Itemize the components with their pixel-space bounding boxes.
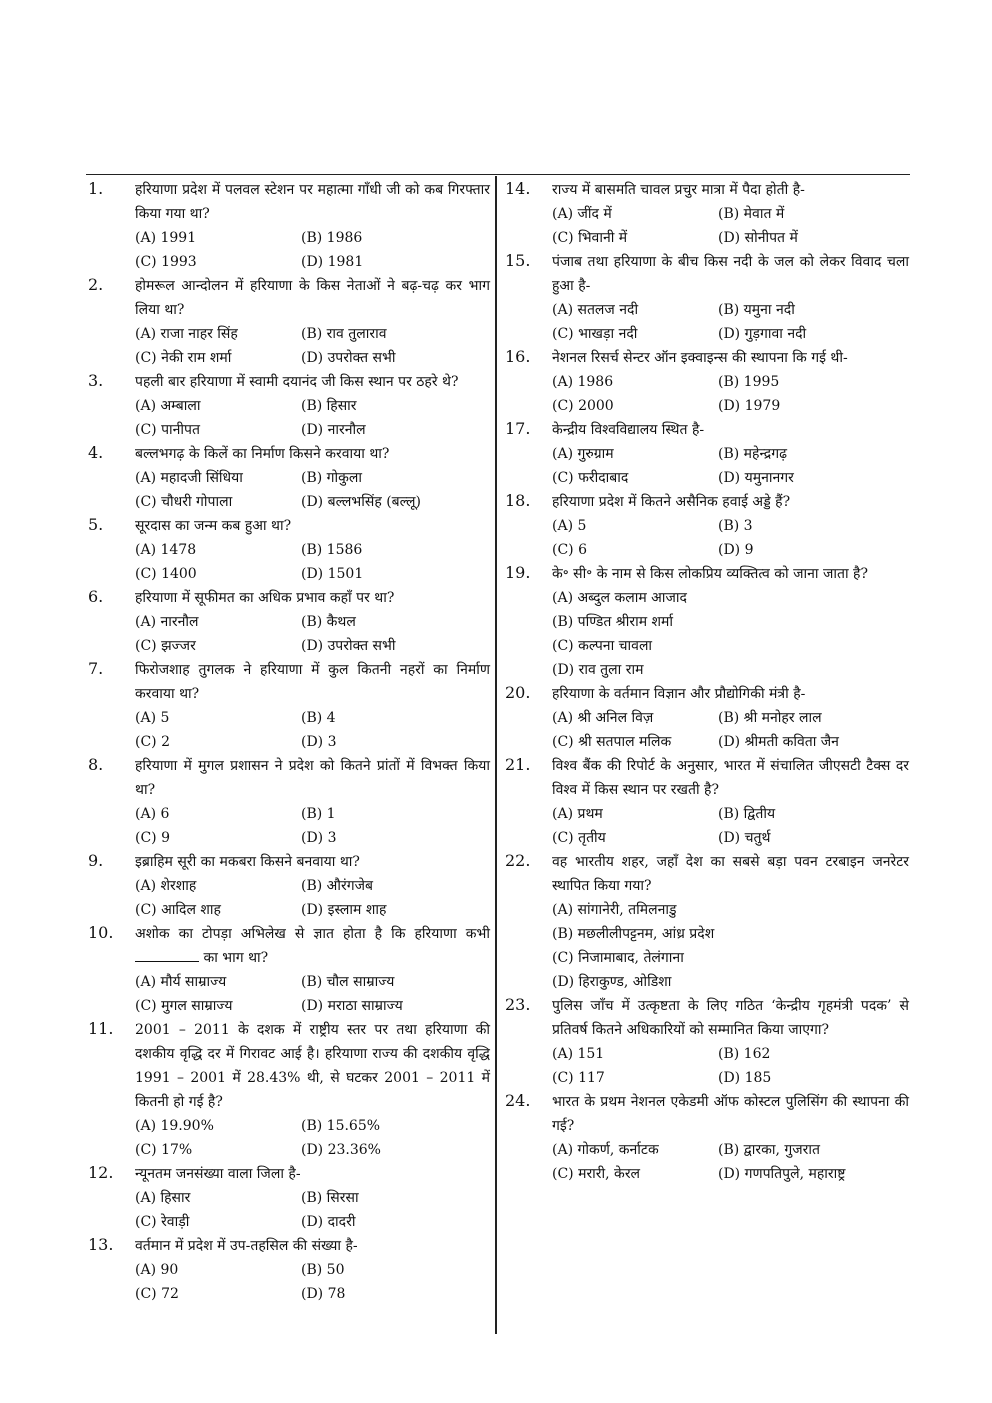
option-d[interactable]: (D) इस्लाम शाह xyxy=(301,902,387,918)
option-c[interactable]: (C) झज्जर xyxy=(135,638,196,654)
options xyxy=(552,586,909,682)
options xyxy=(552,370,909,418)
question-text: इब्राहिम सूरी का मकबरा किसने बनवाया था? xyxy=(135,854,360,870)
question-text: हरियाणा प्रदेश में पलवल स्टेशन पर महात्मा गाँधी जी को कब गिरफ्तार किया गया था? xyxy=(135,182,490,222)
question-text: हरियाणा प्रदेश में कितने असैनिक हवाई अड्डे हैं? xyxy=(552,494,791,510)
question-number: 2. xyxy=(88,275,104,294)
option-b[interactable]: (B) 4 xyxy=(301,710,336,726)
option-a[interactable]: (A) महादजी सिंधिया xyxy=(135,470,243,486)
option-a[interactable]: (A) अम्बाला xyxy=(135,398,201,414)
question-24 xyxy=(505,1090,909,1186)
option-a[interactable]: (A) 5 xyxy=(135,710,170,726)
option-c[interactable]: (C) 72 xyxy=(135,1286,179,1302)
option-a[interactable]: (A) श्री अनिल विज़ xyxy=(552,710,654,726)
question-text: होमरूल आन्दोलन में हरियाणा के किस नेताओं ने बढ़-चढ़ कर भाग लिया था? xyxy=(135,278,490,318)
option-c[interactable]: (C) श्री सतपाल मलिक xyxy=(552,734,672,750)
question-text-start: अशोक का टोपड़ा अभिलेख से ज्ञात होता है कि हरियाणा कभी xyxy=(135,926,490,942)
question-text: पहली बार हरियाणा में स्वामी दयानंद जी किस स्थान पर ठहरे थे? xyxy=(135,374,459,390)
question-text: बल्लभगढ़ के किलें का निर्माण किसने करवाया था? xyxy=(135,446,390,462)
option-d[interactable]: (D) सोनीपत में xyxy=(718,230,798,246)
option-c[interactable]: (C) तृतीय xyxy=(552,830,606,846)
option-c[interactable]: (C) रेवाड़ी xyxy=(135,1214,190,1230)
option-a[interactable]: (A) गुरुग्राम xyxy=(552,446,614,462)
options xyxy=(135,1186,490,1234)
option-a[interactable]: (A) शेरशाह xyxy=(135,878,197,894)
question-text: नेशनल रिसर्च सेन्टर ऑन इक्वाइन्स की स्थापना कि गई थी- xyxy=(552,350,848,366)
options xyxy=(552,1138,909,1186)
option-b[interactable]: (B) महेन्द्रगढ़ xyxy=(718,446,787,462)
option-c[interactable]: (C) 9 xyxy=(135,830,170,846)
question-2 xyxy=(88,274,490,370)
question-number: 19. xyxy=(505,563,531,582)
options xyxy=(135,1258,490,1306)
question-number: 13. xyxy=(88,1235,114,1254)
option-c[interactable]: (C) आदिल शाह xyxy=(135,902,221,918)
option-d[interactable]: (D) यमुनानगर xyxy=(718,470,794,486)
options xyxy=(135,874,490,922)
option-a[interactable]: (A) 19.90% xyxy=(135,1118,214,1134)
option-d[interactable]: (D) गणपतिपुले, महाराष्ट्र xyxy=(718,1166,846,1182)
question-6 xyxy=(88,586,490,658)
question-text xyxy=(135,922,490,970)
question-number: 21. xyxy=(505,755,531,774)
question-number: 7. xyxy=(88,659,104,678)
options xyxy=(135,394,490,442)
question-number: 18. xyxy=(505,491,531,510)
option-b[interactable]: (B) द्वारका, गुजरात xyxy=(718,1142,820,1158)
option-b[interactable]: (B) हिसार xyxy=(301,398,357,414)
question-number: 9. xyxy=(88,851,104,870)
option-b[interactable]: (B) औरंगजेब xyxy=(301,878,373,894)
question-text: विश्व बैंक की रिपोर्ट के अनुसार, भारत में संचालित जीएसटी टैक्स दर विश्व में किस स्थान पर रखती है? xyxy=(552,758,909,798)
option-c[interactable]: (C) मुगल साम्राज्य xyxy=(135,998,233,1014)
question-text-end: का भाग था? xyxy=(203,950,269,966)
question-text: वर्तमान में प्रदेश में उप-तहसिल की संख्या है- xyxy=(135,1238,358,1254)
option-b[interactable]: (B) गोकुला xyxy=(301,470,363,486)
options xyxy=(552,202,909,250)
question-text: पंजाब तथा हरियाणा के बीच किस नदी के जल को लेकर विवाद चला हुआ है- xyxy=(552,254,909,294)
question-17 xyxy=(505,418,909,490)
option-b[interactable]: (B) यमुना नदी xyxy=(718,302,795,318)
option-a[interactable]: (A) 5 xyxy=(552,518,587,534)
question-15 xyxy=(505,250,909,346)
question-number: 15. xyxy=(505,251,531,270)
option-b[interactable]: (B) 50 xyxy=(301,1262,345,1278)
option-a[interactable]: (A) 1478 xyxy=(135,542,197,558)
question-4 xyxy=(88,442,490,514)
option-b[interactable]: (B) 1586 xyxy=(301,542,363,558)
option-c[interactable]: (C) 1400 xyxy=(135,566,197,582)
question-number: 24. xyxy=(505,1091,531,1110)
option-c[interactable]: (C) नेकी राम शर्मा xyxy=(135,350,232,366)
top-rule xyxy=(86,174,910,175)
question-number: 5. xyxy=(88,515,104,534)
options xyxy=(135,226,490,274)
option-b[interactable]: (B) सिरसा xyxy=(301,1190,359,1206)
question-text: राज्य में बासमति चावल प्रचुर मात्रा में पैदा होती है- xyxy=(552,182,805,198)
option-a[interactable]: (A) राजा नाहर सिंह xyxy=(135,326,238,342)
option-c[interactable]: (C) 2000 xyxy=(552,398,614,414)
option-b[interactable]: (B) चौल साम्राज्य xyxy=(301,974,395,990)
option-a[interactable]: (A) नारनौल xyxy=(135,614,199,630)
option-c[interactable]: (C) फरीदाबाद xyxy=(552,470,629,486)
option-a[interactable]: (A) 90 xyxy=(135,1262,179,1278)
option-c[interactable]: (C) कल्पना चावला xyxy=(552,638,653,654)
question-21 xyxy=(505,754,909,850)
option-b[interactable]: (B) 162 xyxy=(718,1046,771,1062)
option-b[interactable]: (B) 1995 xyxy=(718,374,780,390)
question-text: केन्द्रीय विश्वविद्यालय स्थित है- xyxy=(552,422,705,438)
question-number: 11. xyxy=(88,1019,114,1038)
option-a[interactable]: (A) हिसार xyxy=(135,1190,191,1206)
question-13 xyxy=(88,1234,490,1306)
question-text: वह भारतीय शहर, जहाँ देश का सबसे बड़ा पवन टरबाइन जनरेटर स्थापित किया गया? xyxy=(552,854,909,894)
question-18 xyxy=(505,490,909,562)
option-a[interactable]: (A) जींद में xyxy=(552,206,612,222)
options xyxy=(135,970,490,1018)
question-number: 6. xyxy=(88,587,104,606)
question-7 xyxy=(88,658,490,754)
question-10 xyxy=(88,922,490,1018)
option-a[interactable]: (A) मौर्य साम्राज्य xyxy=(135,974,227,990)
option-d[interactable]: (D) गुड़गावा नदी xyxy=(718,326,807,342)
question-number: 20. xyxy=(505,683,531,702)
options xyxy=(135,1114,490,1162)
option-a[interactable]: (A) 1991 xyxy=(135,230,197,246)
option-c[interactable]: (C) निजामाबाद, तेलंगाना xyxy=(552,950,684,966)
question-23 xyxy=(505,994,909,1090)
question-14 xyxy=(505,178,909,250)
option-d[interactable]: (D) उपरोक्त सभी xyxy=(301,638,396,654)
option-b[interactable]: (B) मछलीलीपट्टनम, आंध्र प्रदेश xyxy=(552,926,715,942)
question-text: फिरोजशाह तुगलक ने हरियाणा में कुल कितनी नहरों का निर्माण करवाया था? xyxy=(135,662,490,702)
question-text: भारत के प्रथम नेशनल एकेडमी ऑफ कोस्टल पुलिसिंग की स्थापना की गई? xyxy=(552,1094,909,1134)
option-d[interactable]: (D) 1501 xyxy=(301,566,364,582)
question-text: न्यूनतम जनसंख्या वाला जिला है- xyxy=(135,1166,301,1182)
option-d[interactable]: (D) 3 xyxy=(301,830,337,846)
question-number: 8. xyxy=(88,755,104,774)
question-text: 2001 – 2011 के दशक में राष्ट्रीय स्तर पर तथा हरियाणा की दशकीय वृद्धि दर में गिरावट आई है। हरियाणा राज्य की दशकीय वृद्धि 1991 – 2001 में 28.43% थी, से घटकर 2001 – 2011 में कितनी हो गई है? xyxy=(135,1022,490,1110)
option-b[interactable]: (B) कैथल xyxy=(301,614,356,630)
option-d[interactable]: (D) हिराकुण्ड, ओडिशा xyxy=(552,974,672,990)
options xyxy=(552,706,909,754)
question-3 xyxy=(88,370,490,442)
options xyxy=(552,1042,909,1090)
question-20 xyxy=(505,682,909,754)
options xyxy=(135,802,490,850)
option-c[interactable]: (C) भिवानी में xyxy=(552,230,628,246)
question-number: 1. xyxy=(88,179,104,198)
question-11 xyxy=(88,1018,490,1162)
question-text: हरियाणा के वर्तमान विज्ञान और प्रौद्योगिकी मंत्री है- xyxy=(552,686,806,702)
right-column xyxy=(505,178,909,1186)
option-a[interactable]: (A) 1986 xyxy=(552,374,614,390)
option-b[interactable]: (B) 1986 xyxy=(301,230,363,246)
question-text: के॰ सी॰ के नाम से किस लोकप्रिय व्यक्तित्व को जाना जाता है? xyxy=(552,566,868,582)
option-b[interactable]: (B) मेवात में xyxy=(718,206,785,222)
option-b[interactable]: (B) 3 xyxy=(718,518,753,534)
options xyxy=(135,538,490,586)
option-a[interactable]: (A) अब्दुल कलाम आजाद xyxy=(552,590,687,606)
question-5 xyxy=(88,514,490,586)
option-c[interactable]: (C) मरारी, केरल xyxy=(552,1166,641,1182)
left-column xyxy=(88,178,490,1306)
option-b[interactable]: (B) 1 xyxy=(301,806,336,822)
option-d[interactable]: (D) 185 xyxy=(718,1070,772,1086)
option-a[interactable]: (A) प्रथम xyxy=(552,806,603,822)
column-divider xyxy=(495,176,497,1334)
options xyxy=(135,322,490,370)
option-a[interactable]: (A) सतलज नदी xyxy=(552,302,639,318)
option-d[interactable]: (D) उपरोक्त सभी xyxy=(301,350,396,366)
question-number: 17. xyxy=(505,419,531,438)
options xyxy=(135,706,490,754)
option-c[interactable]: (C) 2 xyxy=(135,734,170,750)
option-d[interactable]: (D) चतुर्थ xyxy=(718,830,771,846)
option-b[interactable]: (B) राव तुलाराव xyxy=(301,326,387,342)
question-number: 14. xyxy=(505,179,531,198)
question-number: 16. xyxy=(505,347,531,366)
question-text: पुलिस जाँच में उत्कृष्टता के लिए गठित ‘केन्द्रीय गृहमंत्री पदक’ से प्रतिवर्ष कितने अधिकारियों को सम्मानित किया जाएगा? xyxy=(552,998,909,1038)
option-c[interactable]: (C) भाखड़ा नदी xyxy=(552,326,638,342)
option-d[interactable]: (D) 1981 xyxy=(301,254,364,270)
question-9 xyxy=(88,850,490,922)
option-b[interactable]: (B) 15.65% xyxy=(301,1118,381,1134)
options xyxy=(135,466,490,514)
question-number: 12. xyxy=(88,1163,114,1182)
option-c[interactable]: (C) 1993 xyxy=(135,254,197,270)
question-8 xyxy=(88,754,490,850)
question-text: हरियाणा में मुगल प्रशासन ने प्रदेश को कितने प्रांतों में विभक्त किया था? xyxy=(135,758,490,798)
question-16 xyxy=(505,346,909,418)
option-d[interactable]: (D) राव तुला राम xyxy=(552,662,644,678)
option-d[interactable]: (D) 1979 xyxy=(718,398,781,414)
option-c[interactable]: (C) 117 xyxy=(552,1070,605,1086)
option-a[interactable]: (A) गोकर्ण, कर्नाटक xyxy=(552,1142,659,1158)
options xyxy=(552,298,909,346)
option-b[interactable]: (B) द्वितीय xyxy=(718,806,776,822)
question-number: 3. xyxy=(88,371,104,390)
option-a[interactable]: (A) 6 xyxy=(135,806,170,822)
option-c[interactable]: (C) पानीपत xyxy=(135,422,200,438)
question-number: 23. xyxy=(505,995,531,1014)
option-d[interactable]: (D) दादरी xyxy=(301,1214,356,1230)
question-number: 10. xyxy=(88,923,114,942)
question-number: 4. xyxy=(88,443,104,462)
option-b[interactable]: (B) पण्डित श्रीराम शर्मा xyxy=(552,614,674,630)
option-d[interactable]: (D) मराठा साम्राज्य xyxy=(301,998,403,1014)
option-b[interactable]: (B) श्री मनोहर लाल xyxy=(718,710,822,726)
question-19 xyxy=(505,562,909,682)
option-d[interactable]: (D) नारनौल xyxy=(301,422,366,438)
option-d[interactable]: (D) 78 xyxy=(301,1286,346,1302)
question-number: 22. xyxy=(505,851,531,870)
question-text: हरियाणा में सूफीमत का अधिक प्रभाव कहाँ पर था? xyxy=(135,590,395,606)
options xyxy=(552,442,909,490)
fill-in-blank xyxy=(135,947,199,962)
option-c[interactable]: (C) 6 xyxy=(552,542,587,558)
options xyxy=(135,610,490,658)
question-1 xyxy=(88,178,490,274)
options xyxy=(552,898,909,994)
option-c[interactable]: (C) 17% xyxy=(135,1142,193,1158)
question-text: सूरदास का जन्म कब हुआ था? xyxy=(135,518,292,534)
question-12 xyxy=(88,1162,490,1234)
option-c[interactable]: (C) चौधरी गोपाला xyxy=(135,494,233,510)
options xyxy=(552,514,909,562)
question-22 xyxy=(505,850,909,994)
option-d[interactable]: (D) श्रीमती कविता जैन xyxy=(718,734,839,750)
option-a[interactable]: (A) सांगानेरी, तमिलनाडु xyxy=(552,902,677,918)
option-d[interactable]: (D) बल्लभसिंह (बल्लू) xyxy=(301,494,421,510)
options xyxy=(552,802,909,850)
option-d[interactable]: (D) 9 xyxy=(718,542,754,558)
option-a[interactable]: (A) 151 xyxy=(552,1046,605,1062)
option-d[interactable]: (D) 3 xyxy=(301,734,337,750)
option-d[interactable]: (D) 23.36% xyxy=(301,1142,381,1158)
